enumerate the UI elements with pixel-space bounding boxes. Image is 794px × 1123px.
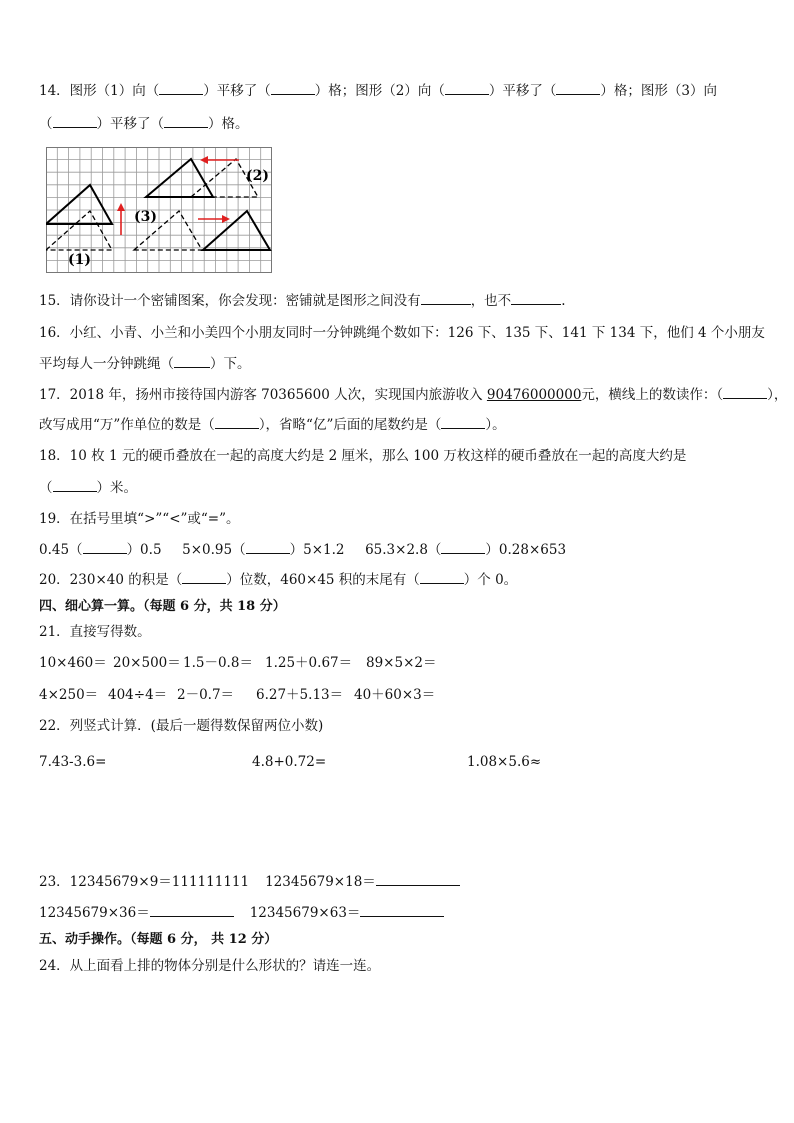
answer-blank[interactable] — [174, 355, 210, 368]
q19-items: 0.45（ ）0.5 5×0.95（ ）5×1.2 65.3×2.8（ ）0.28×653 — [39, 542, 567, 558]
q16-line2: 平均每人一分钟跳绳（ ）下。 — [39, 356, 251, 372]
q18-line1: 18．10 枚 1 元的硬币叠放在一起的高度大约是 2 厘米，那么 100 万枚这样的硬币叠放在一起的高度大约是 — [39, 448, 687, 464]
triangle-3-solid — [203, 211, 270, 250]
underlined-number: 90476000000 — [486, 387, 582, 403]
q20-line: 20．230×40 的积是（ ）位数，460×45 积的末尾有（ ）个 0。 — [39, 572, 518, 588]
answer-blank[interactable] — [376, 873, 460, 886]
q23-line1: 23．12345679×9＝111111111 12345679×18＝ — [39, 873, 460, 891]
q16-line1: 16．小红、小青、小兰和小美四个小朋友同时一分钟跳绳个数如下：126 下、135 下、141 下 134 下，他们 4 个小朋友 — [39, 325, 765, 341]
q22-item: 1.08×5.6≈ — [467, 754, 542, 770]
answer-blank[interactable] — [150, 904, 234, 917]
answer-blank[interactable] — [215, 416, 259, 429]
answer-blank[interactable] — [421, 292, 471, 305]
answer-blank[interactable] — [246, 541, 290, 554]
q22-item: 4.8+0.72= — [252, 754, 327, 770]
answer-blank[interactable] — [511, 292, 561, 305]
figure-label-1: (1) — [68, 252, 91, 268]
q14-line2: （ ）平移了（ ）格。 — [39, 116, 249, 132]
answer-blank[interactable] — [441, 541, 485, 554]
answer-blank[interactable] — [182, 571, 226, 584]
answer-blank[interactable] — [360, 904, 444, 917]
q22-title: 22．列竖式计算．(最后一题得数保留两位小数) — [39, 718, 324, 734]
q23-line2: 12345679×36＝ 12345679×63＝ — [39, 904, 444, 922]
answer-blank[interactable] — [556, 82, 600, 95]
q14-line1: 14．图形（1）向（ ）平移了（ ）格；图形（2）向（ ）平移了（ ）格；图形（3）向 — [39, 83, 717, 99]
arrow-left-icon — [200, 156, 239, 164]
q22-item: 7.43-3.6= — [39, 754, 107, 770]
answer-blank[interactable] — [83, 541, 127, 554]
answer-blank[interactable] — [164, 115, 208, 128]
translation-grid-figure — [46, 147, 272, 273]
q17-line1: 17．2018 年，扬州市接待国内游客 70365600 人次，实现国内旅游收入 90476000000元，横线上的数读作：（ ）， — [39, 387, 788, 403]
arrow-right-icon — [198, 215, 230, 223]
triangle-2-solid — [146, 159, 213, 197]
answer-blank[interactable] — [441, 416, 485, 429]
answer-blank[interactable] — [445, 82, 489, 95]
q21-title: 21．直接写得数。 — [39, 624, 151, 640]
q17-line2: 改写成用“万”作单位的数是（ ），省略“亿”后面的尾数约是（ ）。 — [39, 417, 506, 433]
q18-line2: （ ）米。 — [39, 480, 137, 496]
answer-blank[interactable] — [723, 386, 767, 399]
q19-title: 19．在括号里填“>”“<”或“=”。 — [39, 511, 240, 527]
figure-label-2: (2) — [246, 168, 269, 184]
figure-label-3: (3) — [134, 209, 157, 225]
answer-blank[interactable] — [420, 571, 464, 584]
arrow-up-icon — [117, 203, 125, 235]
answer-blank[interactable] — [271, 82, 315, 95]
answer-blank[interactable] — [53, 479, 97, 492]
answer-blank[interactable] — [159, 82, 203, 95]
q15-line: 15．请你设计一个密铺图案，你会发现：密铺就是图形之间没有 ，也不 . — [39, 293, 566, 309]
answer-blank[interactable] — [53, 115, 97, 128]
section-5-title: 五、动手操作。（每题 6 分， 共 12 分） — [39, 932, 278, 947]
q24-title: 24．从上面看上排的物体分别是什么形状的？请连一连。 — [39, 958, 381, 974]
section-4-title: 四、细心算一算。（每题 6 分，共 18 分） — [39, 599, 286, 614]
